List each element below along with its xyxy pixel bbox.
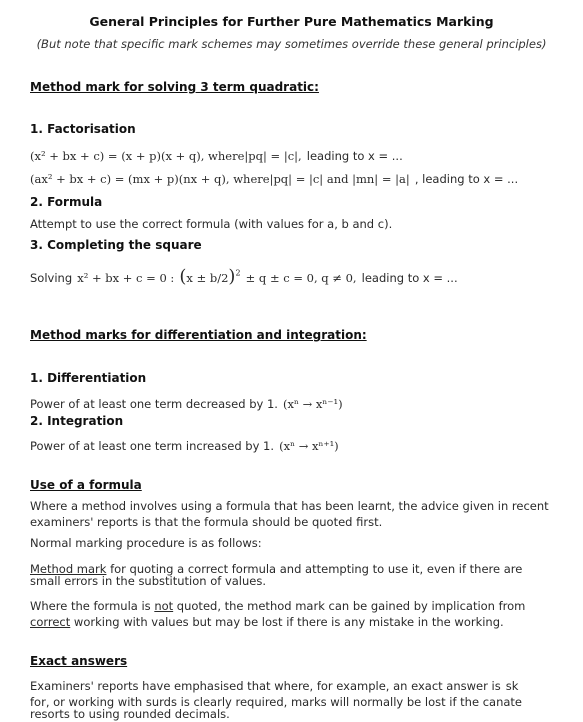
integration-text: Power of at least one term increased by 1. <box>30 439 275 453</box>
formula-use-para4-line2 <box>30 611 504 630</box>
differentiation-heading: 1. Differentiation <box>30 371 147 385</box>
differentiation-text: Power of at least one term decreased by 1. <box>30 397 278 411</box>
formula-heading: 2. Formula <box>30 195 103 209</box>
factorisation-line-1 <box>30 145 403 164</box>
page-title: General Principles for Further Pure Mathematics Marking <box>89 14 494 29</box>
completing-square-heading: 3. Completing the square <box>30 238 202 252</box>
solving-label: Solving <box>30 271 73 285</box>
close-bracket-icon: ) <box>228 266 236 287</box>
formula-use-para2: Normal marking procedure is as follows: <box>30 536 262 550</box>
factorisation-line-1-text: leading to x = ... <box>306 149 403 163</box>
formula-use-para4-line2-rest: working with values but may be lost if there is any mistake in the working. <box>70 615 504 629</box>
page-subtitle: (But note that specific mark schemes may sometimes override these general principles) <box>36 37 547 51</box>
formula-use-para3-rest: for quoting a correct formula and attempting to use it, even if there are <box>106 562 523 576</box>
factorisation-heading: 1. Factorisation <box>30 122 136 136</box>
exact-line2-text: for, or working with surds is clearly required, marks will normally be lost if the can <box>30 695 504 709</box>
formula-use-para3-line2: small errors in the substitution of values. <box>30 574 266 588</box>
equation-start: x² + bx + c = 0 : <box>77 271 175 285</box>
diffint-section-heading: Method marks for differentiation and integration: <box>30 328 367 342</box>
exact-line1-tail: sk <box>505 679 519 693</box>
factorisation-line-2-text: , leading to x = ... <box>414 172 519 186</box>
factorisation-line-2 <box>30 168 518 187</box>
completing-result-text: leading to x = ... <box>361 271 458 285</box>
formula-use-para1-line1: Where a method involves using a formula that has been learnt, the advice given in recent <box>30 499 549 513</box>
not-term: not <box>154 599 174 613</box>
exact-answers-heading: Exact answers <box>30 654 128 668</box>
differentiation-math: (xⁿ → xⁿ⁻¹) <box>283 397 343 411</box>
formula-text: Attempt to use the correct formula (with values for a, b and c). <box>30 217 393 231</box>
integration-heading: 2. Integration <box>30 414 124 428</box>
open-bracket-icon: ( <box>179 266 187 287</box>
integration-math: (xⁿ → xⁿ⁺¹) <box>279 439 339 453</box>
formula-use-para4-start: Where the formula is <box>30 599 155 613</box>
correct-term: correct <box>30 615 71 629</box>
formula-use-para4-rest: quoted, the method mark can be gained by implication from <box>173 599 526 613</box>
quadratic-section-heading: Method mark for solving 3 term quadratic: <box>30 80 319 94</box>
differentiation-line <box>30 393 343 412</box>
formula-use-para1-line2: examiners' reports is that the formula should be quoted first. <box>30 515 383 529</box>
bracket-content: x ± b/2 <box>186 271 229 285</box>
equation-end: ± q ± c = 0, q ≠ 0, <box>245 271 357 285</box>
method-mark-term: Method mark <box>30 562 107 576</box>
exact-answers-line3: resorts to using rounded decimals. <box>30 707 230 721</box>
exact-line2-tail: ate <box>503 695 523 709</box>
square-exponent: 2 <box>235 268 241 278</box>
factorisation-line-1-math: (x² + bx + c) = (x + p)(x + q), where|pq| = |c|, <box>30 149 302 163</box>
integration-line <box>30 435 339 454</box>
formula-use-heading: Use of a formula <box>30 478 142 492</box>
exact-line1-text: Examiners' reports have emphasised that where, for example, an exact answer is <box>30 679 501 693</box>
completing-square-equation <box>30 266 458 287</box>
factorisation-line-2-math: (ax² + bx + c) = (mx + p)(nx + q), where|pq| = |c| and |mn| = |a| <box>30 172 410 186</box>
